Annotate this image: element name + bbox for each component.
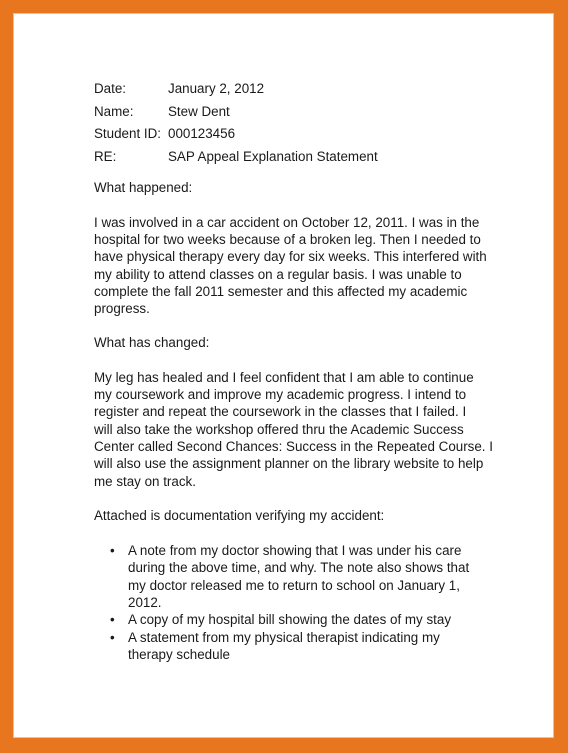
paragraph-line: complete the fall 2011 semester and this affected my academic: [94, 283, 468, 299]
paragraph-line: My leg has healed and I feel confident that I am able to continue: [94, 369, 474, 385]
list-item: [94, 629, 494, 664]
paragraph-line: will also use the assignment planner on the library website to help: [94, 456, 484, 472]
header-label: RE:: [94, 148, 117, 164]
header-value: SAP Appeal Explanation Statement: [168, 148, 378, 164]
list-item-line: during the above time, and why. The note also shows that: [128, 560, 470, 576]
paragraph-line: hospital for two weeks because of a broken leg. Then I needed to: [94, 231, 481, 247]
paragraph-line: my coursework and improve my academic progress. I intend to: [94, 387, 467, 403]
paragraph-line: Center called Second Chances: Success in the Repeated Course. I: [94, 438, 493, 454]
header-label: Name:: [94, 103, 134, 119]
paragraph-line: register and repeat the coursework in the classes that I failed. I: [94, 404, 467, 420]
header-row-date: [94, 80, 494, 103]
paragraph-line: will also take the workshop offered thru the Academic Success: [94, 421, 464, 437]
bullet-icon: •: [110, 629, 115, 645]
paragraph-line: me stay on track.: [94, 473, 196, 489]
bullet-icon: •: [110, 612, 115, 628]
list-item: [94, 542, 494, 611]
attachment-list: [94, 542, 494, 663]
what-happened-heading: What happened:: [94, 180, 193, 196]
paragraph-line: progress.: [94, 301, 150, 317]
header-row-name: [94, 103, 494, 126]
bullet-icon: •: [110, 543, 115, 559]
paragraph-line: I was involved in a car accident on October 12, 2011. I was in the: [94, 214, 480, 230]
letter-content: [94, 80, 494, 663]
list-item-line: therapy schedule: [128, 646, 230, 662]
letter-page: [13, 13, 554, 738]
letter-header: [94, 80, 494, 170]
header-row-re: [94, 148, 494, 171]
what-changed-heading: What has changed:: [94, 335, 210, 351]
header-value: January 2, 2012: [168, 81, 265, 96]
list-item: [94, 611, 494, 628]
list-item-line: 2012.: [128, 595, 162, 611]
header-row-student-id: [94, 125, 494, 148]
list-item-line: A copy of my hospital bill showing the dates of my stay: [128, 612, 452, 628]
what-happened-paragraph: [94, 214, 494, 318]
header-value: 000123456: [168, 126, 236, 142]
header-value: Stew Dent: [168, 103, 230, 119]
paragraph-line: my ability to attend classes on a regular basis. I was unable to: [94, 266, 462, 282]
what-changed-paragraph: [94, 369, 494, 490]
attached-heading: Attached is documentation verifying my accident:: [94, 507, 385, 523]
header-label: Date:: [94, 81, 127, 96]
list-item-line: A statement from my physical therapist indicating my: [128, 629, 440, 645]
list-item-line: A note from my doctor showing that I was under his care: [128, 543, 462, 559]
header-label: Student ID:: [94, 126, 161, 142]
paragraph-line: have physical therapy every day for six weeks. This interfered with: [94, 249, 487, 265]
list-item-line: my doctor released me to return to school on January 1,: [128, 577, 460, 593]
